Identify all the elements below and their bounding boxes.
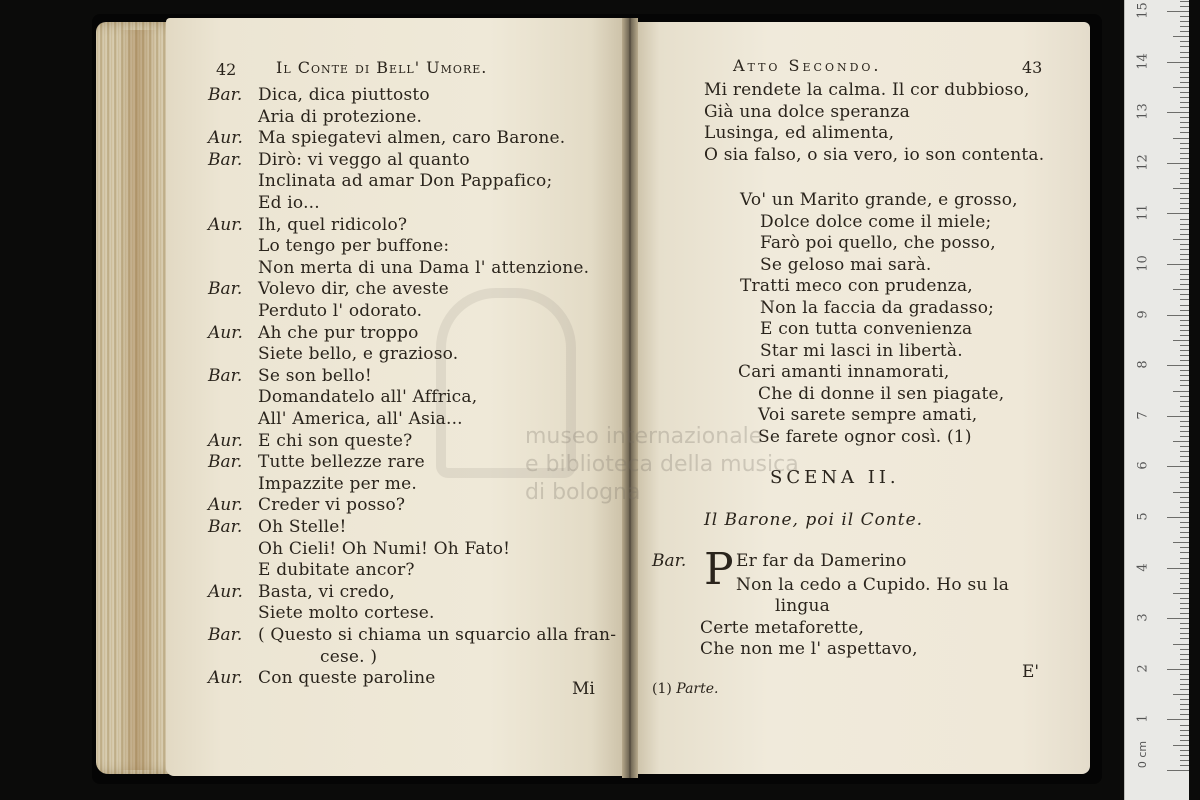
ruler-tick [1167, 11, 1189, 12]
ruler-tick [1173, 745, 1189, 746]
ruler-tick [1180, 507, 1189, 508]
ruler-tick [1167, 315, 1189, 316]
ruler-label: 6 [1135, 461, 1151, 471]
ruler-tick [1180, 310, 1189, 311]
watermark-line-2: e biblioteca della musica [525, 452, 799, 477]
ruler-tick [1180, 552, 1189, 553]
ruler-tick [1180, 355, 1189, 356]
speaker-label: Bar. [208, 625, 243, 645]
scene-line: lingua [775, 596, 830, 616]
ruler-tick [1167, 618, 1189, 619]
ruler-tick [1180, 406, 1189, 407]
verse-line: cese. ) [320, 646, 378, 667]
verse-line: E chi son queste? [258, 430, 413, 451]
right-catchword: E' [1022, 662, 1040, 682]
left-running-head: Il Conte di Bell' Umore. [276, 58, 488, 77]
verse-line: Oh Stelle! [258, 517, 347, 537]
ruler-tick [1180, 269, 1189, 270]
ruler-tick [1167, 62, 1189, 63]
ruler-tick [1180, 704, 1189, 705]
ruler-tick [1180, 674, 1189, 675]
ruler-tick [1180, 31, 1189, 32]
scene-heading: SCENA II. [770, 467, 900, 488]
verse-line: Con queste paroline [258, 668, 436, 689]
ruler-tick [1180, 522, 1189, 523]
ruler-tick [1180, 638, 1189, 639]
aria-line: Se farete ognor così. (1) [758, 426, 972, 447]
aria-line: Vo' un Marito grande, e grosso, [740, 190, 1018, 210]
ruler-tick [1180, 411, 1189, 412]
verse-line: All' America, all' Asia... [258, 409, 463, 429]
ruler-tick [1167, 213, 1189, 214]
ruler-label: 15 [1135, 2, 1151, 19]
ruler-tick [1180, 6, 1189, 7]
ruler-tick [1180, 244, 1189, 245]
ruler-tick [1180, 320, 1189, 321]
ruler-tick [1173, 36, 1189, 37]
ruler-tick [1173, 391, 1189, 392]
ruler-tick [1180, 436, 1189, 437]
scene-line: Non la cedo a Cupido. Ho su la [736, 575, 1010, 595]
ruler-tick [1180, 52, 1189, 53]
ruler-tick [1180, 558, 1189, 559]
ruler-label: 12 [1135, 154, 1151, 171]
ruler-tick [1167, 365, 1189, 366]
ruler-tick [1180, 345, 1189, 346]
footnote-mark: (1) [652, 681, 672, 697]
ruler-tick [1180, 330, 1189, 331]
ruler-tick [1180, 451, 1189, 452]
ruler-tick [1180, 158, 1189, 159]
ruler-tick [1180, 725, 1189, 726]
ruler-tick [1180, 72, 1189, 73]
speaker-label: Bar. [208, 365, 243, 386]
verse-line: Tutte bellezze rare [258, 452, 425, 473]
aria-line: Star mi lasci in libertà. [760, 340, 963, 361]
ruler-tick [1180, 740, 1189, 741]
ruler-tick [1180, 750, 1189, 751]
verse-line: Ih, quel ridicolo? [258, 214, 408, 235]
ruler-tick [1167, 770, 1189, 771]
ruler-tick [1180, 765, 1189, 766]
ruler-tick [1173, 542, 1189, 543]
ruler-tick [1173, 340, 1189, 341]
ruler-tick [1180, 547, 1189, 548]
verse-line: Domandatelo all' Affrica, [258, 387, 478, 408]
aria-line: Voi sarete sempre amati, [758, 405, 978, 425]
ruler-tick [1180, 755, 1189, 756]
ruler-tick [1180, 760, 1189, 761]
verse-line: Lo tengo per buffone: [258, 236, 450, 257]
ruler-tick [1180, 649, 1189, 650]
ruler-tick [1180, 532, 1189, 533]
verse-line: Siete bello, e grazioso. [258, 344, 459, 365]
aria-line: Che di donne il sen piagate, [758, 383, 1005, 404]
ruler-unit: 0 cm [1136, 740, 1150, 769]
verse-line: Se son bello! [258, 365, 372, 386]
ruler-tick [1180, 477, 1189, 478]
speaker-label: Aur. [208, 128, 243, 149]
aria-line: Tratti meco con prudenza, [740, 276, 973, 296]
ruler-tick [1180, 426, 1189, 427]
ruler-tick [1180, 714, 1189, 715]
aria-line: Cari amanti innamorati, [738, 362, 950, 382]
footnote-text: Parte. [676, 681, 719, 697]
ruler-tick [1180, 46, 1189, 47]
ruler-tick [1180, 360, 1189, 361]
verse-line: Mi rendete la calma. Il cor dubbioso, [704, 80, 1030, 100]
verse-line: O sia falso, o sia vero, io son contenta. [704, 144, 1045, 165]
ruler-tick [1173, 441, 1189, 442]
ruler-tick [1180, 628, 1189, 629]
speaker-label: Bar. [208, 85, 243, 105]
ruler-tick [1180, 254, 1189, 255]
ruler-tick [1180, 446, 1189, 447]
ruler-tick [1180, 26, 1189, 27]
right-page-number: 43 [1022, 58, 1043, 77]
verse-line: Volevo dir, che aveste [258, 279, 449, 300]
ruler-label: 14 [1135, 52, 1151, 70]
ruler-tick [1180, 1, 1189, 2]
ruler-tick [1180, 527, 1189, 528]
ruler-tick [1180, 502, 1189, 503]
speaker-label: Aur. [208, 214, 243, 235]
ruler-tick [1180, 208, 1189, 209]
left-page-number: 42 [216, 60, 237, 79]
ruler-label: 1 [1135, 714, 1151, 724]
ruler-tick [1180, 274, 1189, 275]
ruler-tick [1180, 77, 1189, 78]
ruler-tick [1180, 122, 1189, 123]
verse-line: Impazzite per me. [258, 473, 417, 494]
ruler-tick [1180, 57, 1189, 58]
ruler-tick [1180, 350, 1189, 351]
ruler-tick [1180, 380, 1189, 381]
ruler-label: 4 [1135, 562, 1151, 572]
ruler-tick [1180, 461, 1189, 462]
ruler-tick [1180, 709, 1189, 710]
ruler-tick [1167, 416, 1189, 417]
ruler-tick [1180, 689, 1189, 690]
ruler-tick [1173, 492, 1189, 493]
ruler-tick [1180, 284, 1189, 285]
ruler-tick [1180, 578, 1189, 579]
measurement-ruler [1124, 0, 1189, 800]
verse-line: Dica, dica piuttosto [258, 85, 430, 105]
ruler-tick [1180, 153, 1189, 154]
ruler-tick [1180, 537, 1189, 538]
ruler-label: 13 [1135, 103, 1151, 120]
ruler-tick [1180, 203, 1189, 204]
ruler-tick [1167, 669, 1189, 670]
scene-speaker: Bar. [652, 551, 687, 571]
speaker-label: Aur. [208, 495, 243, 516]
ruler-tick [1180, 21, 1189, 22]
verse-line: Perduto l' odorato. [258, 301, 423, 321]
ruler-tick [1173, 644, 1189, 645]
ruler-tick [1180, 623, 1189, 624]
ruler-tick [1180, 588, 1189, 589]
ruler-tick [1180, 97, 1189, 98]
verse-line: Lusinga, ed alimenta, [704, 123, 895, 143]
ruler-tick [1180, 684, 1189, 685]
ruler-tick [1180, 482, 1189, 483]
drop-cap: P [704, 544, 734, 595]
ruler-tick [1180, 193, 1189, 194]
ruler-tick [1180, 497, 1189, 498]
verse-line: Ed io... [258, 193, 320, 213]
ruler-tick [1167, 719, 1189, 720]
scene-line: Che non me l' aspettavo, [700, 639, 918, 659]
ruler-label: 9 [1135, 309, 1151, 319]
ruler-tick [1180, 608, 1189, 609]
ruler-tick [1180, 730, 1189, 731]
speaker-label: Bar. [208, 517, 243, 537]
ruler-tick [1180, 563, 1189, 564]
scene-line: Certe metaforette, [700, 618, 865, 638]
book-gutter [622, 18, 638, 778]
ruler-tick [1180, 259, 1189, 260]
ruler-tick [1180, 421, 1189, 422]
ruler-tick [1180, 375, 1189, 376]
verse-line: Creder vi posso? [258, 495, 406, 516]
ruler-label: 7 [1135, 411, 1151, 420]
ruler-tick [1173, 138, 1189, 139]
ruler-tick [1180, 127, 1189, 128]
verse-line: Oh Cieli! Oh Numi! Oh Fato! [258, 538, 511, 559]
ruler-tick [1180, 178, 1189, 179]
ruler-label: 5 [1135, 512, 1151, 521]
ruler-tick [1180, 613, 1189, 614]
verse-line: Aria di protezione. [258, 106, 423, 127]
speaker-label: Bar. [208, 279, 243, 300]
ruler-tick [1180, 699, 1189, 700]
verse-line: Basta, vi credo, [258, 581, 396, 602]
ruler-tick [1180, 148, 1189, 149]
ruler-tick [1180, 183, 1189, 184]
ruler-tick [1173, 87, 1189, 88]
ruler-tick [1180, 659, 1189, 660]
ruler-tick [1167, 264, 1189, 265]
ruler-tick [1180, 573, 1189, 574]
watermark-line-3: di bologna [525, 480, 641, 505]
ruler-tick [1180, 234, 1189, 235]
watermark-line-1: museo internazionale [525, 424, 763, 449]
ruler-tick [1180, 370, 1189, 371]
ruler-label: 3 [1135, 613, 1151, 622]
ruler-tick [1180, 82, 1189, 83]
ruler-tick [1180, 401, 1189, 402]
ruler-label: 11 [1135, 204, 1151, 222]
ruler-tick [1173, 694, 1189, 695]
ruler-tick [1180, 279, 1189, 280]
ruler-tick [1167, 517, 1189, 518]
ruler-tick [1180, 664, 1189, 665]
ruler-tick [1180, 41, 1189, 42]
speaker-label: Aur. [208, 322, 243, 343]
ruler-tick [1180, 598, 1189, 599]
ruler-tick [1180, 654, 1189, 655]
ruler-tick [1180, 92, 1189, 93]
ruler-tick [1180, 173, 1189, 174]
ruler-label: 2 [1135, 664, 1151, 673]
ruler-tick [1180, 385, 1189, 386]
verse-line: Già una dolce speranza [704, 101, 910, 122]
ruler-tick [1180, 735, 1189, 736]
ruler-tick [1173, 188, 1189, 189]
ruler-tick [1180, 132, 1189, 133]
verse-line: Siete molto cortese. [258, 603, 435, 624]
verse-line: ( Questo si chiama un squarcio alla fran- [258, 625, 617, 645]
ruler-tick [1167, 568, 1189, 569]
ruler-tick [1180, 487, 1189, 488]
ruler-tick [1180, 249, 1189, 250]
scene-characters: Il Barone, poi il Conte. [704, 510, 924, 530]
ruler-tick [1180, 16, 1189, 17]
speaker-label: Bar. [208, 149, 243, 170]
ruler-tick [1180, 633, 1189, 634]
ruler-tick [1180, 102, 1189, 103]
ruler-tick [1180, 143, 1189, 144]
ruler-tick [1180, 431, 1189, 432]
aria-line: Se geloso mai sarà. [760, 254, 932, 275]
speaker-label: Aur. [208, 668, 243, 689]
ruler-label: 10 [1135, 255, 1151, 272]
watermark-logo [436, 288, 576, 478]
verse-line: Inclinata ad amar Don Pappafico; [258, 171, 553, 192]
ruler-tick [1180, 168, 1189, 169]
ruler-tick [1180, 603, 1189, 604]
ruler-tick [1180, 335, 1189, 336]
ruler-tick [1180, 396, 1189, 397]
ruler-tick [1180, 294, 1189, 295]
aria-line: Farò poi quello, che posso, [760, 233, 996, 253]
ruler-tick [1173, 239, 1189, 240]
ruler-tick [1180, 679, 1189, 680]
footnote [652, 681, 719, 697]
verse-line: Ah che pur troppo [258, 322, 419, 343]
ruler-tick [1173, 289, 1189, 290]
verse-line: Dirò: vi veggo al quanto [258, 149, 470, 170]
aria-line: Non la faccia da gradasso; [760, 297, 995, 318]
ruler-tick [1180, 224, 1189, 225]
ruler-tick [1180, 456, 1189, 457]
speaker-label: Bar. [208, 452, 243, 473]
ruler-label: 8 [1135, 360, 1151, 369]
ruler-tick [1180, 107, 1189, 108]
ruler-tick [1180, 305, 1189, 306]
speaker-label: Aur. [208, 581, 243, 602]
verse-line: Non merta di una Dama l' attenzione. [258, 257, 590, 278]
ruler-tick [1180, 219, 1189, 220]
fore-edge-stain [118, 30, 158, 770]
ruler-tick [1167, 163, 1189, 164]
right-running-head: Atto Secondo. [733, 56, 882, 75]
ruler-tick [1180, 67, 1189, 68]
ruler-tick [1180, 583, 1189, 584]
ruler-tick [1180, 117, 1189, 118]
scene-line: Er far da Damerino [736, 551, 907, 571]
verse-line: Ma spiegatevi almen, caro Barone. [258, 128, 566, 149]
ruler-tick [1167, 466, 1189, 467]
ruler-tick [1180, 198, 1189, 199]
speaker-label: Aur. [208, 430, 243, 451]
ruler-tick [1180, 325, 1189, 326]
aria-line: E con tutta convenienza [760, 319, 973, 339]
aria-line: Dolce dolce come il miele; [760, 211, 992, 232]
verse-line: E dubitate ancor? [258, 560, 415, 581]
ruler-tick [1173, 593, 1189, 594]
ruler-tick [1180, 299, 1189, 300]
ruler-tick [1180, 512, 1189, 513]
ruler-tick [1167, 112, 1189, 113]
left-catchword: Mi [572, 679, 595, 699]
ruler-tick [1180, 229, 1189, 230]
ruler-tick [1180, 472, 1189, 473]
